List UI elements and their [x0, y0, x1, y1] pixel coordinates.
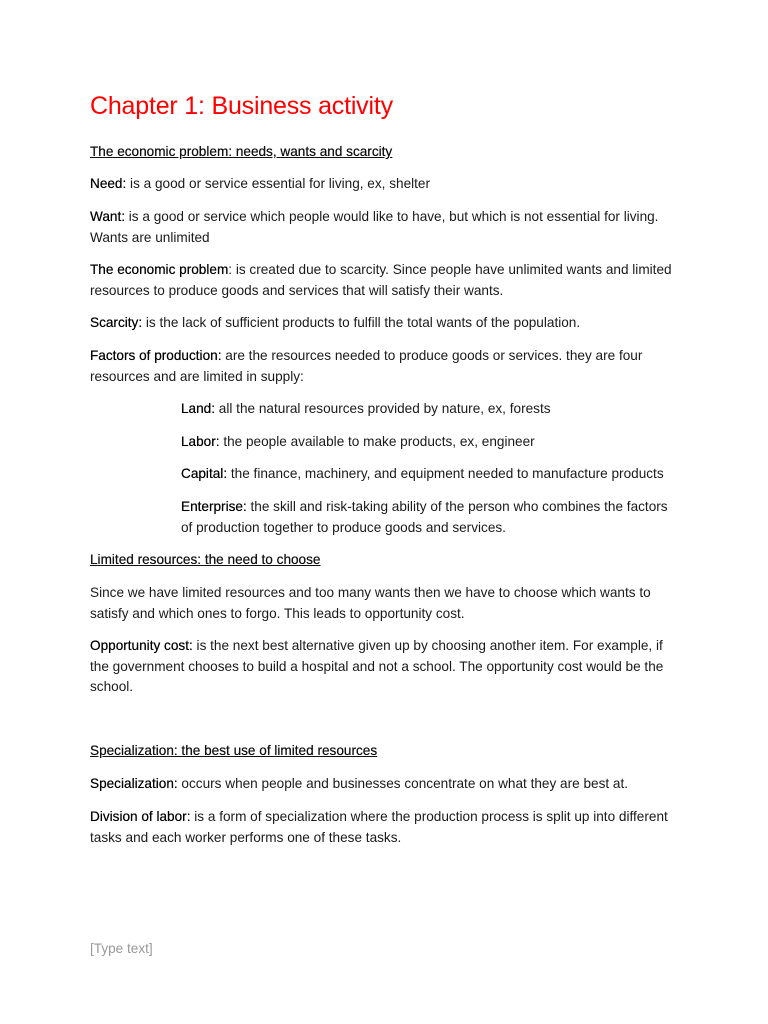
term-want: Want:	[90, 209, 125, 224]
term-scarcity: Scarcity:	[90, 315, 143, 330]
definition-text: the finance, machinery, and equipment needed to manufacture products	[227, 466, 664, 481]
definition-text: is the lack of sufficient products to fulfill the total wants of the population.	[142, 315, 581, 330]
definition-enterprise	[181, 497, 681, 538]
heading-text: Limited resources: the need to choose	[90, 552, 321, 567]
definition-text: the skill and risk-taking ability of the person who combines the factors of production together to produce goods and services.	[181, 499, 668, 535]
definition-land	[181, 399, 681, 420]
heading-text: Specialization: the best use of limited resources	[90, 743, 378, 758]
section-heading-limited-resources	[90, 550, 680, 571]
term-enterprise: Enterprise:	[181, 499, 247, 514]
definition-division-of-labor	[90, 807, 680, 848]
definition-capital	[181, 464, 681, 485]
definition-text: occurs when people and businesses concentrate on what they are best at.	[177, 776, 629, 791]
term-capital: Capital:	[181, 466, 228, 481]
term-specialization: Specialization:	[90, 776, 178, 791]
definition-want	[90, 207, 680, 248]
heading-text: The economic problem: needs, wants and scarcity	[90, 144, 393, 159]
definition-economic-problem	[90, 260, 680, 301]
definition-text: : is created due to scarcity. Since people have unlimited wants and limited resources to produce goods and services that will satisfy their wants.	[90, 262, 672, 298]
definition-need	[90, 174, 680, 195]
definition-specialization	[90, 774, 680, 795]
term-need: Need:	[90, 176, 127, 191]
definition-text: is the next best alternative given up by choosing another item. For example, if the government chooses to build a hospital and not a school. The opportunity cost would be the school.	[90, 638, 664, 694]
definition-factors-of-production	[90, 346, 680, 387]
definition-labor	[181, 432, 681, 453]
definition-text: all the natural resources provided by nature, ex, forests	[215, 401, 551, 416]
term-economic-problem: The economic problem	[90, 262, 229, 277]
term-factors-of-production: Factors of production:	[90, 348, 222, 363]
term-land: Land:	[181, 401, 216, 416]
footer-placeholder: [Type text]	[90, 941, 153, 956]
paragraph-limited-resources: Since we have limited resources and too many wants then we have to choose which wants to satisfy and which ones to forgo. This leads to opportunity cost.	[90, 585, 651, 621]
definition-text: the people available to make products, ex, engineer	[219, 434, 535, 449]
definition-text: is a good or service essential for living, ex, shelter	[126, 176, 431, 191]
definition-scarcity	[90, 313, 680, 334]
definition-text: is a form of specialization where the production process is split up into different tasks and each worker performs one of these tasks.	[90, 809, 668, 845]
section-heading-economic-problem	[90, 142, 680, 163]
definition-opportunity-cost	[90, 636, 680, 698]
term-labor: Labor:	[181, 434, 220, 449]
term-opportunity-cost: Opportunity cost:	[90, 638, 193, 653]
definition-text: is a good or service which people would like to have, but which is not essential for living. Wants are unlimited	[90, 209, 659, 245]
definition-text: are the resources needed to produce goods or services. they are four resources and are limited in supply:	[90, 348, 643, 384]
term-division-of-labor: Division of labor:	[90, 809, 191, 824]
section-heading-specialization	[90, 741, 680, 762]
page-title: Chapter 1: Business activity	[90, 92, 393, 120]
